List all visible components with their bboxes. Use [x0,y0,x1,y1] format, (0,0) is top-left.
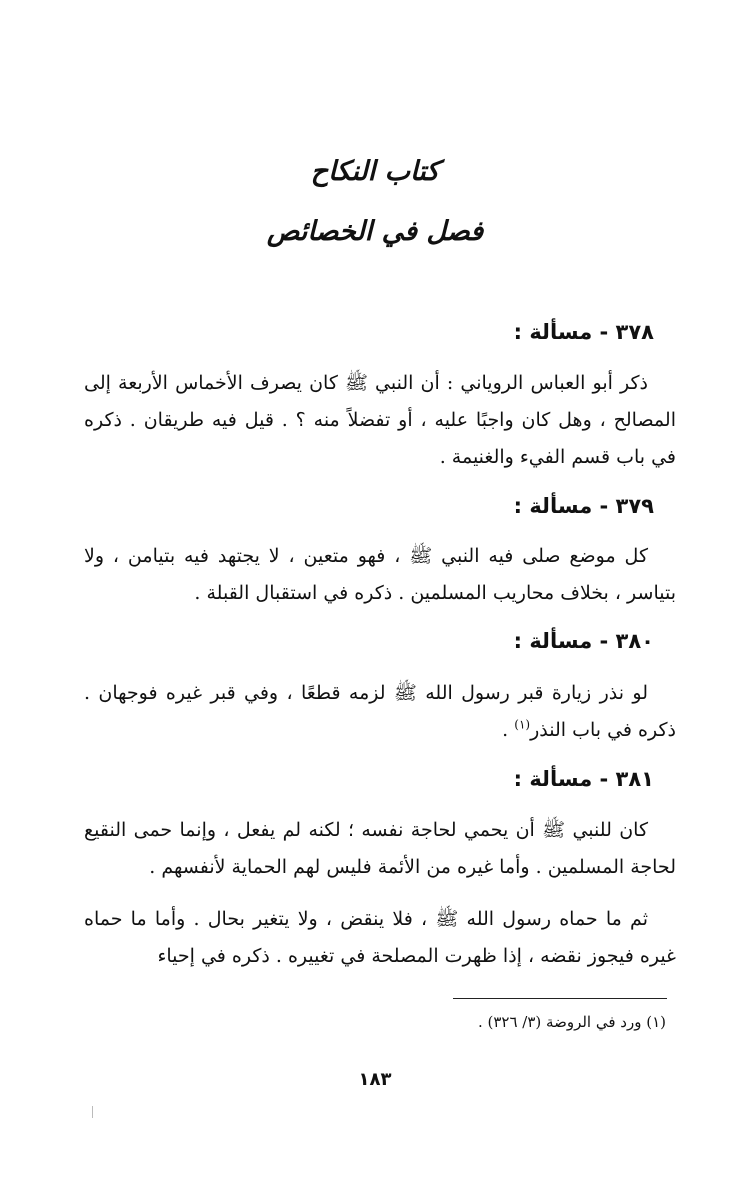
question-label: ٣٨١ - مسألة : [513,767,654,791]
paragraph-tail: . [502,719,515,741]
book-title: كتاب النكاح [310,156,440,187]
paragraph [84,675,676,749]
question-label: ٣٧٩ - مسألة : [513,494,654,518]
question-label: ٣٧٨ - مسألة : [513,320,654,344]
paragraph: ثم ما حماه رسول الله ﷺ ، فلا ينقض ، ولا يتغير بحال . وأما ما حماه غيره فيجوز نقضه ، إذا ظهرت المصلحة في تغييره . ذكره في إحياء [84,908,676,967]
paragraph: كان للنبي ﷺ أن يحمي لحاجة نفسه ؛ لكنه لم يفعل ، وإنما حمى النقيع لحاجة المسلمين . وأما غيره من الأئمة فليس لهم الحماية لأنفسهم . [84,819,676,878]
question-label: ٣٨٠ - مسألة : [513,629,654,653]
footnote: (١) ورد في الروضة (٣/ ٣٢٦) . [477,1013,666,1031]
paragraph: كل موضع صلى فيه النبي ﷺ ، فهو متعين ، لا يجتهد فيه بتيامن ، ولا بتياسر ، بخلاف محاريب المسلمين . ذكره في استقبال القبلة . [84,545,676,604]
question-body-continued [84,901,676,975]
question-body [84,812,676,886]
page-number: ١٨٣ [358,1069,392,1090]
paragraph: ذكر أبو العباس الروياني : أن النبي ﷺ كان يصرف الأخماس الأربعة إلى المصالح ، وهل كان واجبًا عليه ، أو تفضلاً منه ؟ . قيل فيه طريقان . ذكره في باب قسم الفيء والغنيمة . [84,372,676,468]
paragraph-text: لو نذر زيارة قبر رسول الله ﷺ لزمه قطعًا ، وفي قبر غيره فوجهان . ذكره في باب النذر [84,682,676,741]
question-body [84,365,676,476]
scan-mark [92,1106,93,1118]
footnote-reference: (١) [514,717,531,732]
footnote-divider [453,998,667,999]
question-body [84,538,676,612]
chapter-title: فصل في الخصائص [266,216,484,247]
question-body [84,675,676,749]
